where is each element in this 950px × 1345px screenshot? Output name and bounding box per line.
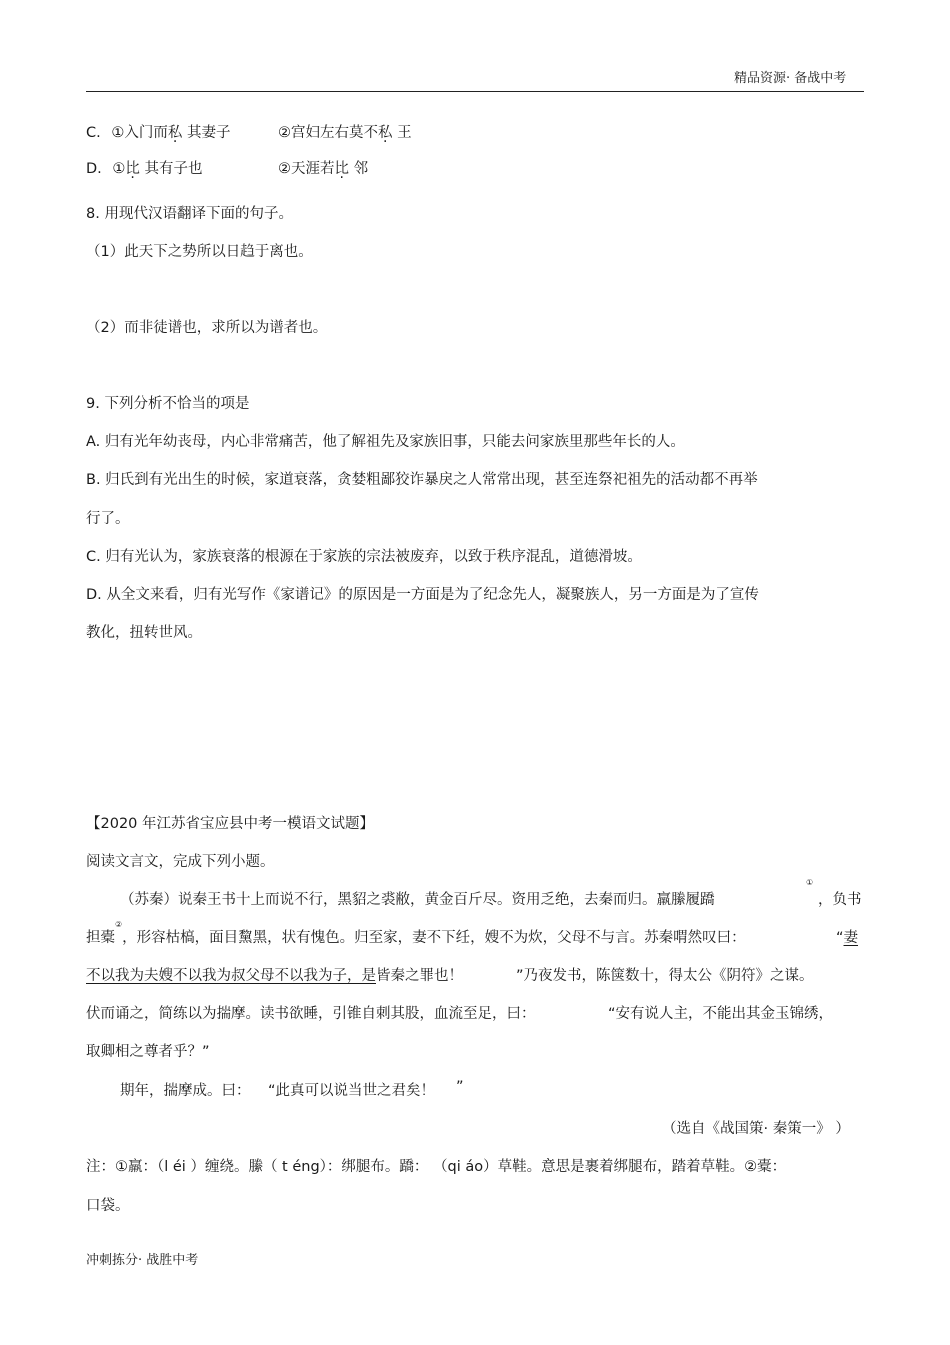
q9-option-b-line2: 行了。 (86, 511, 130, 527)
passage-line-3: 不以我为夫嫂不以我为叔父母不以我为子，是皆秦之罪也！ (86, 968, 463, 984)
q8-stem: 8. 用现代汉语翻译下面的句子。 (86, 206, 293, 222)
q7-c2: ②宫妇左右莫不私 王 (278, 125, 412, 141)
passage-para-2-close: ” (456, 1079, 464, 1095)
q7-d1: ①比 其有子也 (112, 161, 203, 177)
q7-c1: ①入门而私 其妻子 (111, 125, 231, 141)
passage-line-2: 担橐②，形容枯槁，面目黧黑，状有愧色。归至家，妻不下纴，嫂不为炊，父母不与言。苏秦喟然叹曰： (86, 920, 746, 946)
q9-option-d-line2: 教化，扭转世风。 (86, 625, 202, 641)
passage-line-1: （苏秦）说秦王书十上而说不行，黑貂之裘敝，黄金百斤尽。资用乏绝，去秦而归。羸縢履蹻 (120, 892, 715, 908)
q7-option-d: D. ①比 其有子也 (86, 161, 203, 177)
passage-line-3-end: ”乃夜发书，陈箧数十，得太公《阴符》之谋。 (516, 968, 814, 984)
passage-line-5: 取卿相之尊者乎？” (86, 1044, 210, 1060)
q9-option-c: C. 归有光认为，家族衰落的根源在于家族的宗法被废弃，以致于秩序混乱，道德滑坡。 (86, 549, 642, 565)
page-header: 精品资源· 备战中考 (734, 71, 847, 86)
passage-line-4-end: “安有说人主，不能出其金玉锦绣， (608, 1006, 834, 1022)
passage-line-1-end: ，负书 (818, 892, 862, 908)
passage-para-2-quote: “此真可以说当世之君矣！ (268, 1083, 436, 1099)
q7-option-c: C. ①入门而私 其妻子 (86, 125, 231, 141)
source-title: 【2020 年江苏省宝应县中考一模语文试题】 (86, 816, 375, 832)
q9-stem: 9. 下列分析不恰当的项是 (86, 396, 250, 412)
footnote-marker-1: ① (806, 878, 814, 887)
underlined-sentence: 不以我为夫嫂不以我为叔父母不以我为子，是 (86, 968, 376, 984)
header-divider (86, 91, 864, 92)
passage-line-2-end: “妻 (836, 930, 859, 946)
note-line-2: 口袋。 (86, 1198, 130, 1214)
q9-option-d-line1: D. 从全文来看，归有光写作《家谱记》的原因是一方面是为了纪念先人，凝聚族人，另一方面是为了宣传 (86, 587, 759, 603)
footnote-marker-2: ② (115, 920, 123, 929)
q9-option-b-line1: B. 归氏到有光出生的时候，家道衰落，贪婪粗鄙狡诈暴戾之人常常出现，甚至连祭祀祖先的活动都不再举 (86, 472, 758, 488)
passage-source: （选自《战国策· 秦策一》 ） (662, 1121, 850, 1137)
q9-option-a: A. 归有光年幼丧母，内心非常痛苦，他了解祖先及家族旧事，只能去问家族里那些年长的人。 (86, 434, 685, 450)
instruction: 阅读文言文，完成下列小题。 (86, 854, 275, 870)
q8-sentence-2: （2）而非徒谱也，求所以为谱者也。 (86, 320, 328, 336)
q7-d2: ②天涯若比 邻 (278, 161, 369, 177)
page-footer: 冲刺拣分· 战胜中考 (86, 1253, 199, 1268)
q8-sentence-1: （1）此天下之势所以日趋于离也。 (86, 244, 313, 260)
note-line-1: 注：①羸：（l éi ）缠绕。縢（ t éng）：绑腿布。蹻： （qi áo）草鞋。意思是裹着绑腿布，踏着草鞋。②橐： (86, 1159, 787, 1175)
passage-line-4: 伏而诵之，简练以为揣摩。读书欲睡，引锥自刺其股，血流至足，曰： (86, 1006, 536, 1022)
passage-para-2: 期年，揣摩成。曰： (120, 1083, 251, 1099)
